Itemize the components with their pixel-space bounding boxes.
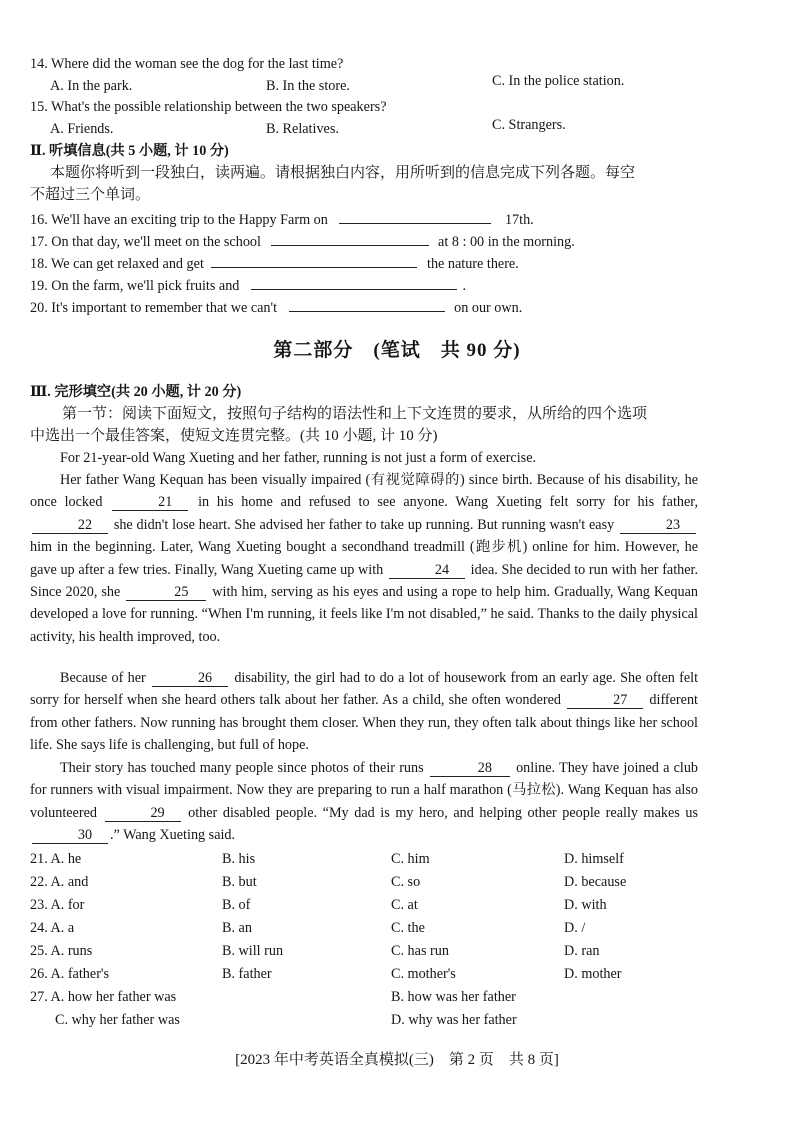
q20-blank[interactable] xyxy=(289,295,445,312)
q18 xyxy=(30,251,519,274)
q19 xyxy=(30,273,466,296)
q14-option-b: B. In the store. xyxy=(266,78,350,94)
q19-text-end: . xyxy=(462,278,467,294)
passage-text: .” Wang Xueting said. xyxy=(110,827,236,844)
q20 xyxy=(30,295,522,318)
cloze-blank-28[interactable]: 28 xyxy=(430,760,510,777)
q27-option-c: C. why her father was xyxy=(55,1012,180,1028)
q27-option-b: B. how was her father xyxy=(391,989,516,1005)
cloze-blank-25[interactable]: 25 xyxy=(126,584,206,601)
q24-option-a: 24. A. a xyxy=(30,920,75,936)
passage-text: Because of her xyxy=(60,670,146,686)
cloze-blank-24[interactable]: 24 xyxy=(389,562,465,579)
passage-text: she didn't lose heart. She advised her father to take up running. But running wasn't easy xyxy=(113,516,615,533)
q23-option-d: D. with xyxy=(564,897,607,913)
q21-option-a: 21. A. he xyxy=(30,851,82,867)
q23-option-c: C. at xyxy=(391,897,418,913)
passage-text: Their story has touched many people since photos of their runs xyxy=(60,760,424,776)
q16-text-end: 17th. xyxy=(504,212,534,228)
q24-option-b: B. an xyxy=(222,920,252,936)
q14-stem: 14. Where did the woman see the dog for the last time? xyxy=(30,56,344,72)
cloze-blank-23[interactable]: 23 xyxy=(620,517,696,534)
q15-option-c: C. Strangers. xyxy=(492,117,566,133)
passage-text: Her father Wang Kequan has been visually impaired (有视觉障碍的) since birth. Because of his disability, he once locked xyxy=(30,472,698,511)
q15-option-b: B. Relatives. xyxy=(266,121,339,137)
passage-text: in his home and refused to see anyone. Wang Xueting felt sorry for his father, xyxy=(198,494,698,511)
q26-option-d: D. mother xyxy=(564,966,622,982)
cloze-blank-30[interactable]: 30 xyxy=(32,827,108,844)
q18-text-end: the nature there. xyxy=(427,256,519,272)
section-2-instruction-line1: 本题你将听到一段独白，读两遍。请根据独白内容，用所听到的信息完成下列各题。每空 xyxy=(50,165,636,181)
passage-paragraph-2 xyxy=(30,469,698,648)
q25-option-d: D. ran xyxy=(564,943,600,959)
passage-text: him in the beginning. Later, Wang Xueting bought a secondhand treadmill (跑步机) online for him. However, he gave up after a few tries. Finally, Wang Xueting came up with xyxy=(30,539,698,578)
q25-option-a: 25. A. runs xyxy=(30,943,93,959)
passage-text: disability, the girl had to do a lot of housework from an early age. She often felt sorry for herself when she heard others talk about her father. As a child, she often wondered xyxy=(30,670,699,709)
passage-paragraph-1: For 21-year-old Wang Xueting and her father, running is not just a form of exercise. xyxy=(60,450,537,466)
passage-paragraph-3 xyxy=(30,667,698,757)
q18-text: 18. We can get relaxed and get xyxy=(30,256,204,272)
q22-option-a: 22. A. and xyxy=(30,874,89,890)
q27-option-a: 27. A. how her father was xyxy=(30,989,177,1005)
q16-text: 16. We'll have an exciting trip to the Happy Farm on xyxy=(30,212,328,228)
q26-option-c: C. mother's xyxy=(391,966,456,982)
q24-option-d: D. / xyxy=(564,920,586,936)
section-3-instruction-line2: 中选出一个最佳答案，使短文连贯完整。(共 10 小题, 计 10 分) xyxy=(30,428,438,444)
q15-option-a: A. Friends. xyxy=(50,121,114,137)
q24-option-c: C. the xyxy=(391,920,425,936)
q21-option-b: B. his xyxy=(222,851,256,867)
page-footer: [2023 年中考英语全真模拟(三) 第 2 页 共 8 页] xyxy=(235,1052,559,1068)
q17-blank[interactable] xyxy=(271,229,429,246)
passage-paragraph-4 xyxy=(30,757,698,847)
cloze-blank-27[interactable]: 27 xyxy=(567,692,643,709)
q18-blank[interactable] xyxy=(211,251,417,268)
q20-text-end: on our own. xyxy=(454,300,523,316)
q20-text: 20. It's important to remember that we can't xyxy=(30,300,278,316)
q21-option-d: D. himself xyxy=(564,851,624,867)
q23-option-a: 23. A. for xyxy=(30,897,85,913)
passage-text: online. They have joined a club for runners with visual impairment. Now they are preparing to run a half marathon (马拉松). Wang Kequan has also volunteered xyxy=(30,760,699,821)
q14-option-c: C. In the police station. xyxy=(492,73,625,89)
q26-option-a: 26. A. father's xyxy=(30,966,109,982)
q16-blank[interactable] xyxy=(339,207,491,224)
q21-option-c: C. him xyxy=(391,851,430,867)
q14-option-a: A. In the park. xyxy=(50,78,133,94)
q22-option-b: B. but xyxy=(222,874,257,890)
passage-text: with him, serving as his eyes and using a rope to help him. Gradually, Wang Kequan developed a love for running. “When I'm running, it feels like I'm not disabled,” he said. Thanks to the daily physical activity, his health improved, too. xyxy=(30,584,699,645)
q23-option-b: B. of xyxy=(222,897,251,913)
passage-text: other disabled people. “My dad is my hero, and helping other people really makes us xyxy=(188,804,698,821)
q25-option-b: B. will run xyxy=(222,943,284,959)
passage-text: different from other fathers. Now running has brought them closer. When they run, they often talk about things like her school life. She says life is challenging, but full of hope. xyxy=(30,692,698,754)
cloze-blank-29[interactable]: 29 xyxy=(105,805,181,822)
q17-text-end: at 8 : 00 in the morning. xyxy=(438,234,575,250)
q27-option-d: D. why was her father xyxy=(391,1012,517,1028)
cloze-blank-26[interactable]: 26 xyxy=(152,670,228,687)
q17 xyxy=(30,229,575,252)
q22-option-d: D. because xyxy=(564,874,627,890)
q26-option-b: B. father xyxy=(222,966,272,982)
part-2-title: 第二部分 (笔试 共 90 分) xyxy=(273,340,521,361)
cloze-blank-22[interactable]: 22 xyxy=(32,517,108,534)
section-3-title: Ⅲ. 完形填空(共 20 小题, 计 20 分) xyxy=(30,384,242,400)
passage-text: idea. She decided to run with her father. Since 2020, she xyxy=(30,561,699,601)
section-2-instruction-line2: 不超过三个单词。 xyxy=(30,187,151,203)
q19-text: 19. On the farm, we'll pick fruits and xyxy=(30,278,240,294)
q25-option-c: C. has run xyxy=(391,943,449,959)
q16 xyxy=(30,207,534,230)
section-2-title: Ⅱ. 听填信息(共 5 小题, 计 10 分) xyxy=(30,143,229,159)
q22-option-c: C. so xyxy=(391,874,421,890)
q15-stem: 15. What's the possible relationship between the two speakers? xyxy=(30,99,387,115)
q19-blank[interactable] xyxy=(251,273,457,290)
q17-text: 17. On that day, we'll meet on the school xyxy=(30,234,261,250)
section-3-instruction-line1: 第一节：阅读下面短文，按照句子结构的语法性和上下文连贯的要求，从所给的四个选项 xyxy=(62,406,648,422)
cloze-blank-21[interactable]: 21 xyxy=(112,494,188,511)
